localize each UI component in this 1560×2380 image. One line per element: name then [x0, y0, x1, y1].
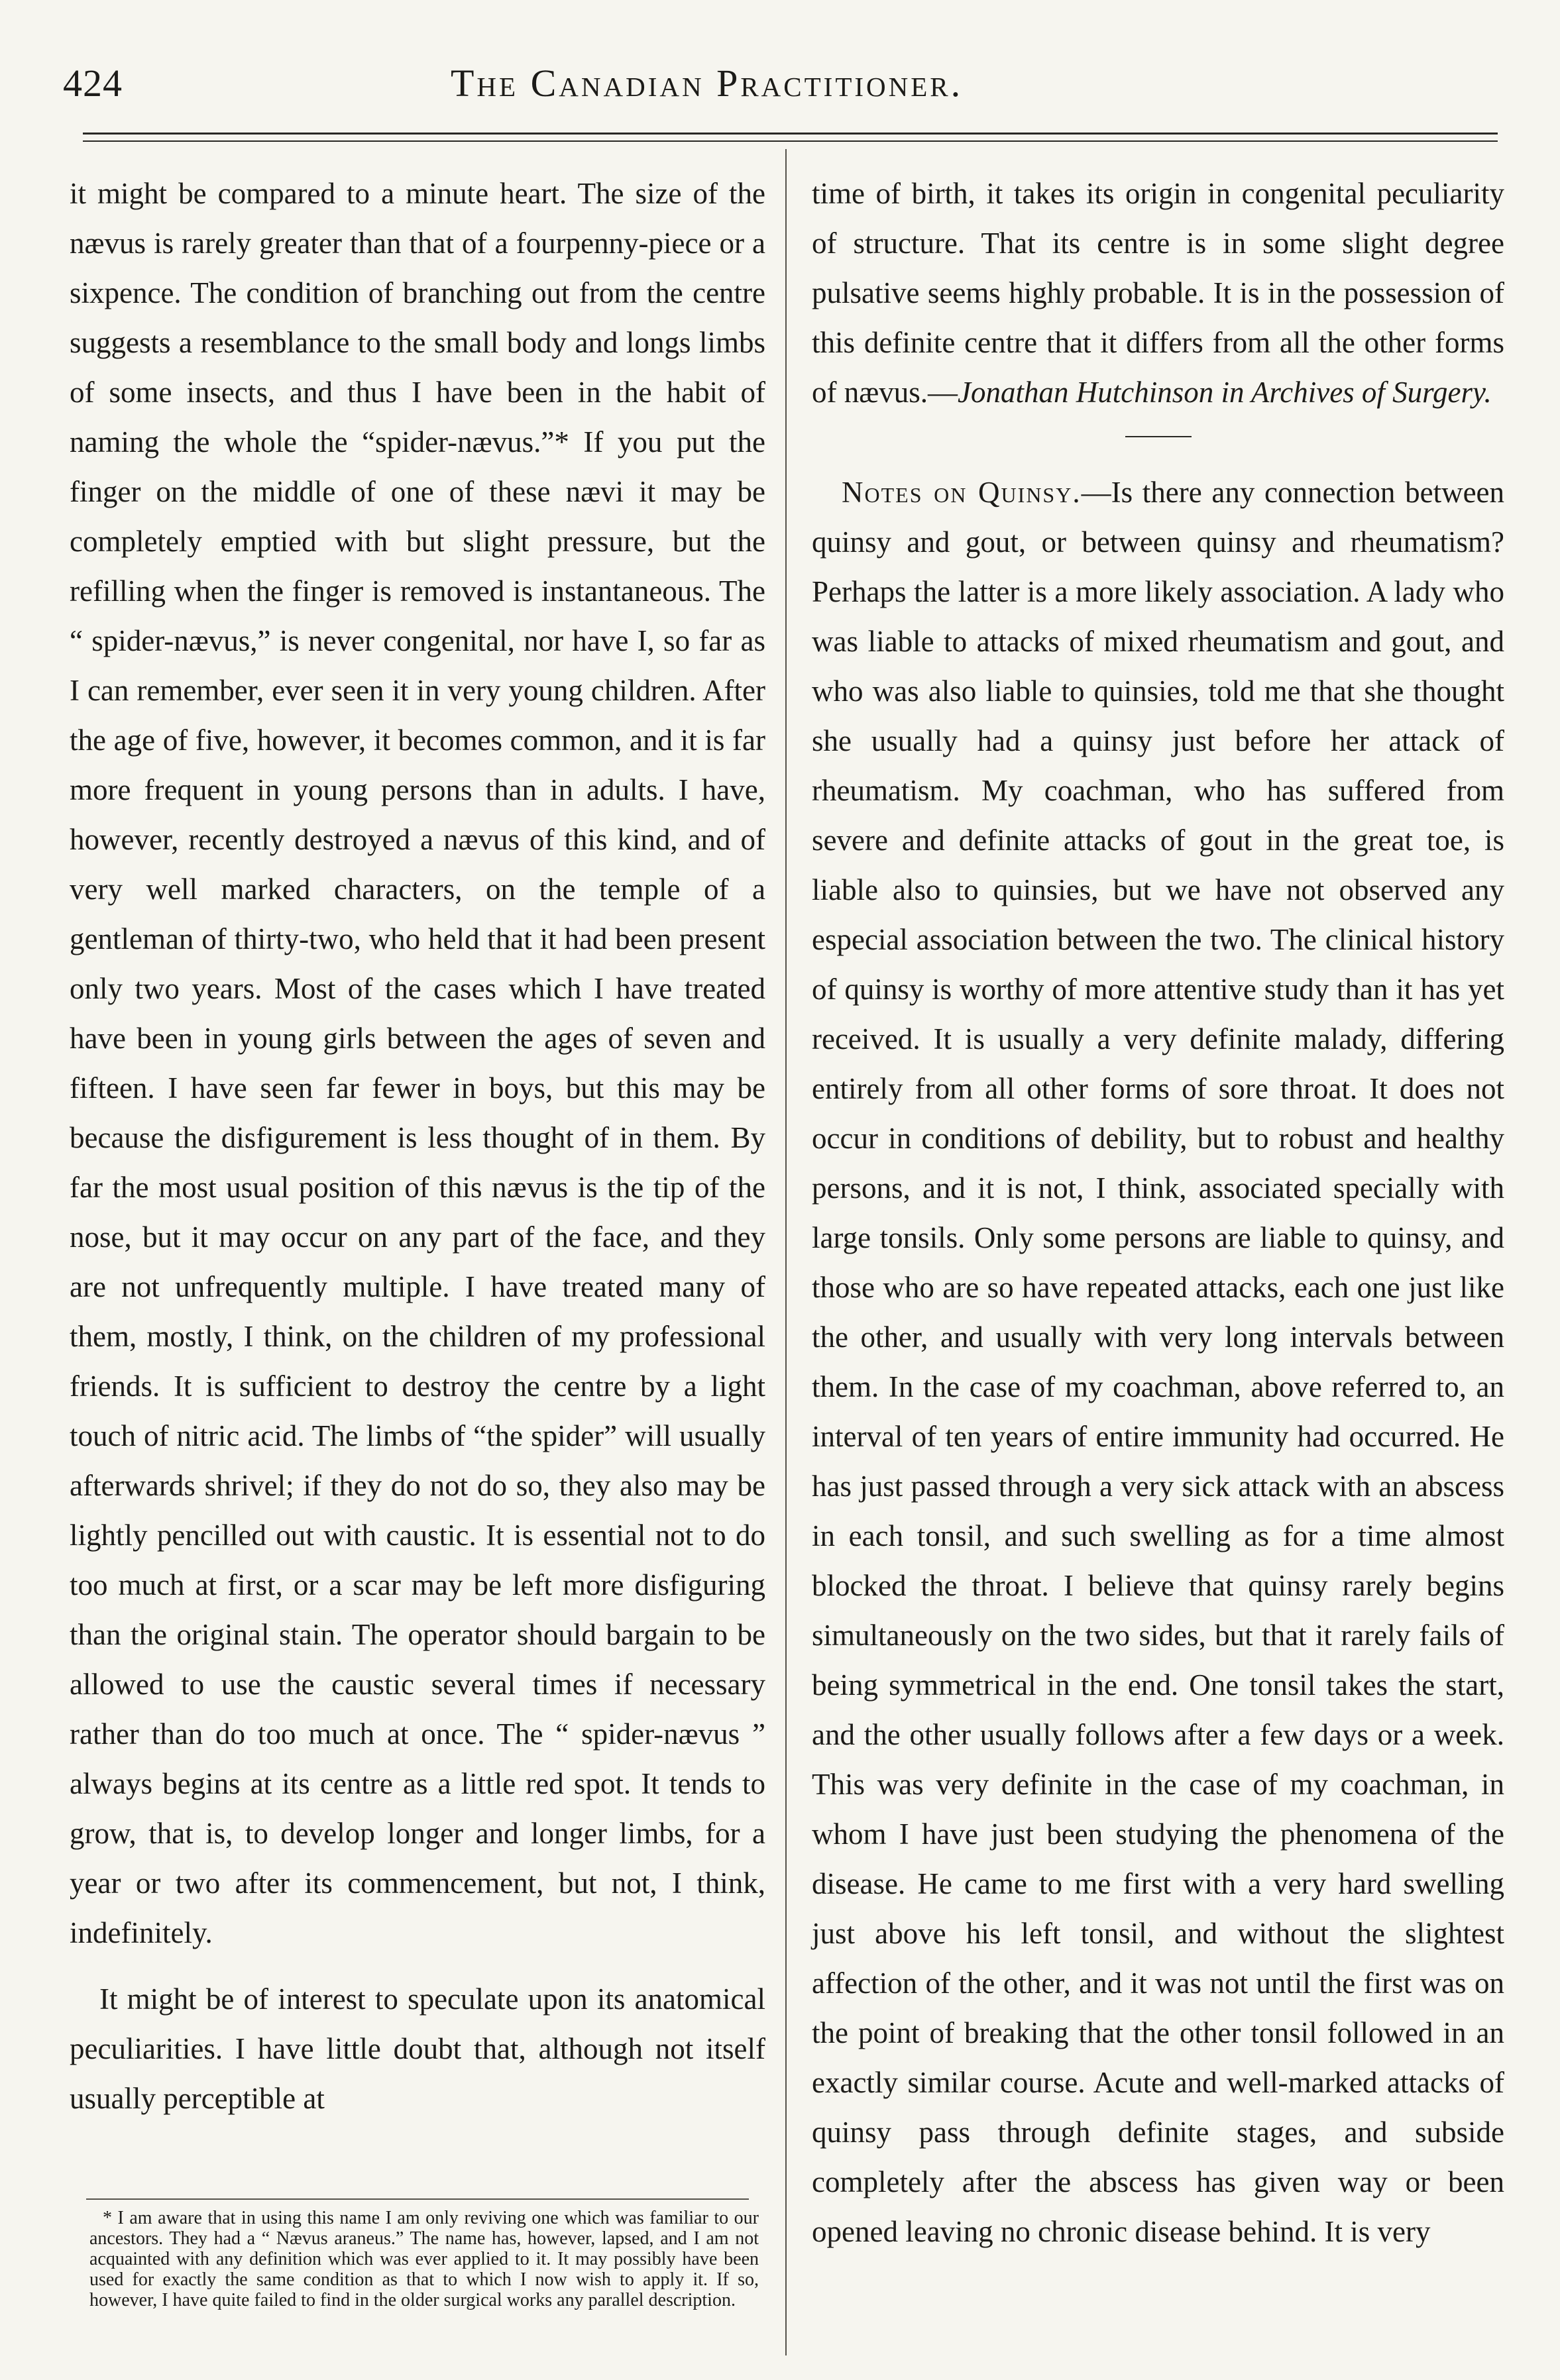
page-header [0, 0, 1560, 152]
section-heading: Notes on Quinsy. [842, 476, 1082, 509]
right-column [812, 169, 1504, 2257]
right-paragraph-1-text: time of birth, it takes its origin in congenital peculiarity of structure. That its centre is in some slight degree pulsative seems highly probable. It is in the possession of this definite centre that it differs from all the other forms of nævus.— [812, 177, 1504, 409]
left-paragraph-2: It might be of interest to speculate upon its anatomical peculiarities. I have little doubt that, although not itself usually perceptible at [70, 1982, 765, 2115]
right-paragraph-1 [812, 169, 1504, 417]
running-title: The Canadian Practitioner. [451, 62, 964, 105]
header-rule-thick [83, 133, 1498, 135]
page-number: 424 [63, 62, 123, 105]
citation: Jonathan Hutchinson in Archives of Surgery. [958, 376, 1492, 409]
left-column [70, 169, 765, 2124]
section-divider [1125, 436, 1192, 437]
header-rule-thin [83, 140, 1498, 142]
column-divider [785, 149, 787, 2355]
footnote: * I am aware that in using this name I am only reviving one which was familiar to our ancestors. They had a “ Nævus araneus.” The name has, however, lapsed, and I am not acquainted with any definition which was ever applied to it. It may possibly have been used for exactly the same condition as that to which I now wish to apply it. If so, however, I have quite failed to find in the older surgical works any parallel description. [89, 2208, 759, 2310]
left-paragraph-1: it might be compared to a minute heart. The size of the nævus is rarely greater than that of a fourpenny-piece or a sixpence. The condition of branching out from the centre suggests a resemblance to the small body and longs limbs of some insects, and thus I have been in the habit of naming the whole the “spider-nævus.”* If you put the finger on the middle of one of these nævi it may be completely emptied with but slight pressure, but the refilling when the finger is removed is instantaneous. The “ spider-nævus,” is never congenital, nor have I, so far as I can remember, ever seen it in very young children. After the age of five, however, it becomes common, and it is far more frequent in young persons than in adults. I have, however, recently destroyed a nævus of this kind, and of very well marked characters, on the temple of a gentleman of thirty-two, who held that it had been present only two years. Most of the cases which I have treated have been in young girls between the ages of seven and fifteen. I have seen far fewer in boys, but this may be because the disfigurement is less thought of in them. By far the most usual position of this nævus is the tip of the nose, but it may occur on any part of the face, and they are not unfrequently multiple. I have treated many of them, mostly, I think, on the children of my professional friends. It is sufficient to destroy the centre by a light touch of nitric acid. The limbs of “the spider” will usually afterwards shrivel; if they do not do so, they also may be lightly pencilled out with caustic. It is essential not to do too much at first, or a scar may be left more disfiguring than the original stain. The operator should bargain to be allowed to use the caustic several times if necessary rather than do too much at once. The “ spider-nævus ” always begins at its centre as a little red spot. It tends to grow, that is, to develop longer and longer limbs, for a year or two after its commencement, but not, I think, indefinitely. [70, 177, 765, 1949]
section-body: —Is there any connection between quinsy and gout, or between quinsy and rheumatism? Perhaps the latter is a more likely association. A lady who was liable to attacks of mixed rheumatism and gout, and who was also liable to quinsies, told me that she thought she usually had a quinsy just before her attack of rheumatism. My coachman, who has suffered from severe and definite attacks of gout in the great toe, is liable also to quinsies, but we have not observed any especial association between the two. The clinical history of quinsy is worthy of more attentive study than it has yet received. It is usually a very definite malady, differing entirely from all other forms of sore throat. It does not occur in conditions of debility, but to robust and healthy persons, and it is not, I think, associated specially with large tonsils. Only some persons are liable to quinsy, and those who are so have repeated attacks, each one just like the other, and usually with very long intervals between them. In the case of my coachman, above referred to, an interval of ten years of entire immunity had occurred. He has just passed through a very sick attack with an abscess in each tonsil, and such swelling as for a time almost blocked the throat. I believe that quinsy rarely begins simultaneously on the two sides, but that it rarely fails of being symmetrical in the end. One tonsil takes the start, and the other usually follows after a few days or a week. This was very definite in the case of my coachman, in whom I have just been studying the phenomena of the disease. He came to me first with a very hard swelling just above his left tonsil, and without the slightest affection of the other, and it was not until the first was on the point of breaking that the other tonsil followed in an exactly similar course. Acute and well-marked attacks of quinsy pass through definite stages, and subside completely after the abscess has given way or been opened leaving no chronic disease behind. It is very [812, 476, 1505, 2248]
quinsy-paragraph [812, 468, 1504, 2257]
footnote-rule [86, 2198, 749, 2200]
